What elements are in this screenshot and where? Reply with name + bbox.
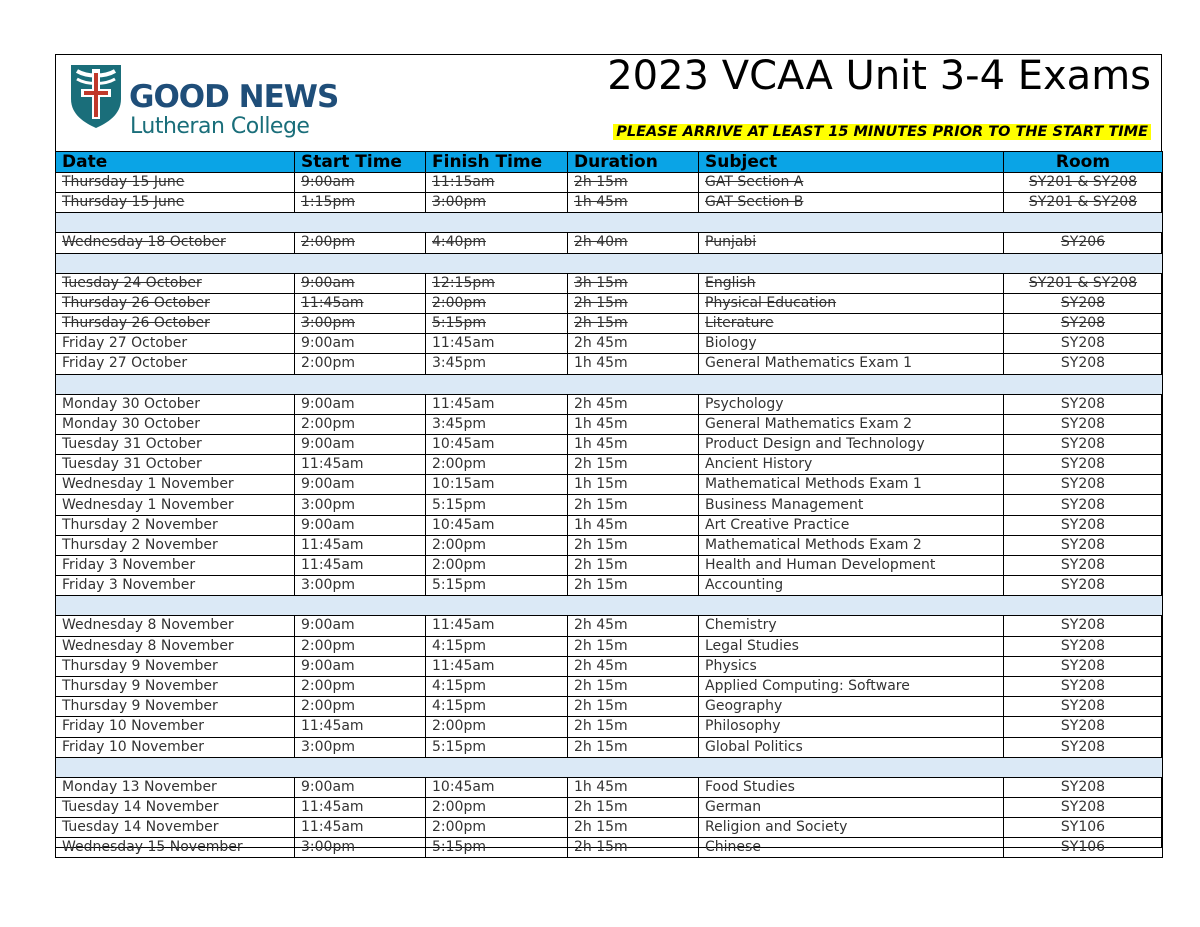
cell-start: 2:00pm — [295, 697, 426, 717]
cell-room: SY106 — [1004, 818, 1163, 838]
table-header-row — [56, 152, 1163, 173]
cell-subject: Geography — [699, 697, 1004, 717]
cell-duration: 2h 15m — [568, 556, 699, 576]
cell-finish: 5:15pm — [426, 838, 568, 858]
cell-start: 3:00pm — [295, 737, 426, 757]
cell-duration: 2h 15m — [568, 797, 699, 817]
table-row — [56, 717, 1163, 737]
arrival-notice: PLEASE ARRIVE AT LEAST 15 MINUTES PRIOR TO THE START TIME — [613, 124, 1151, 140]
cell-subject: Biology — [699, 334, 1004, 354]
cell-date: Wednesday 18 October — [56, 233, 295, 253]
cell-date: Thursday 9 November — [56, 697, 295, 717]
table-body — [56, 173, 1163, 858]
cell-finish: 4:15pm — [426, 676, 568, 696]
table-row — [56, 394, 1163, 414]
table-row — [56, 334, 1163, 354]
table-row — [56, 193, 1163, 213]
cell-subject: Literature — [699, 313, 1004, 333]
cell-date: Thursday 2 November — [56, 535, 295, 555]
section-spacer-row — [56, 596, 1163, 616]
cell-start: 11:45am — [295, 556, 426, 576]
cell-subject: Punjabi — [699, 233, 1004, 253]
table-row — [56, 697, 1163, 717]
table-row — [56, 495, 1163, 515]
cell-finish: 11:45am — [426, 656, 568, 676]
cell-room: SY208 — [1004, 475, 1163, 495]
cell-start: 9:00am — [295, 173, 426, 193]
cell-duration: 2h 15m — [568, 737, 699, 757]
cell-duration: 2h 15m — [568, 676, 699, 696]
table-row — [56, 173, 1163, 193]
cell-start: 9:00am — [295, 273, 426, 293]
spacer-cell — [56, 596, 1163, 616]
cell-room: SY208 — [1004, 495, 1163, 515]
cell-room: SY201 & SY208 — [1004, 193, 1163, 213]
cell-finish: 11:45am — [426, 334, 568, 354]
cell-start: 9:00am — [295, 334, 426, 354]
cell-start: 11:45am — [295, 797, 426, 817]
cell-room: SY208 — [1004, 737, 1163, 757]
page-title: 2023 VCAA Unit 3-4 Exams — [607, 53, 1151, 99]
cell-start: 11:45am — [295, 535, 426, 555]
logo-wordmark: GOOD NEWS — [129, 79, 339, 115]
cell-duration: 1h 45m — [568, 193, 699, 213]
cell-finish: 5:15pm — [426, 495, 568, 515]
cell-subject: German — [699, 797, 1004, 817]
cell-finish: 5:15pm — [426, 313, 568, 333]
cell-subject: Religion and Society — [699, 818, 1004, 838]
cell-duration: 2h 15m — [568, 173, 699, 193]
cell-start: 9:00am — [295, 475, 426, 495]
cell-date: Monday 30 October — [56, 394, 295, 414]
cell-room: SY208 — [1004, 676, 1163, 696]
table-row — [56, 233, 1163, 253]
cell-finish: 4:15pm — [426, 636, 568, 656]
spacer-cell — [56, 213, 1163, 233]
cell-room: SY208 — [1004, 576, 1163, 596]
cell-finish: 4:40pm — [426, 233, 568, 253]
cell-room: SY208 — [1004, 777, 1163, 797]
cell-start: 9:00am — [295, 777, 426, 797]
cell-room: SY208 — [1004, 515, 1163, 535]
cell-finish: 12:15pm — [426, 273, 568, 293]
exam-timetable-sheet — [55, 53, 1162, 856]
cell-duration: 2h 15m — [568, 495, 699, 515]
cell-date: Friday 10 November — [56, 737, 295, 757]
cell-room: SY208 — [1004, 556, 1163, 576]
cell-finish: 2:00pm — [426, 818, 568, 838]
cell-duration: 1h 45m — [568, 354, 699, 374]
cell-date: Monday 13 November — [56, 777, 295, 797]
cell-room: SY208 — [1004, 797, 1163, 817]
cell-date: Friday 3 November — [56, 576, 295, 596]
cell-duration: 1h 45m — [568, 777, 699, 797]
logo-subtitle: Lutheran College — [130, 114, 310, 139]
cell-duration: 3h 15m — [568, 273, 699, 293]
cell-finish: 10:45am — [426, 515, 568, 535]
cell-date: Friday 27 October — [56, 334, 295, 354]
cell-start: 9:00am — [295, 515, 426, 535]
cell-duration: 2h 15m — [568, 293, 699, 313]
cell-duration: 2h 45m — [568, 616, 699, 636]
cell-start: 3:00pm — [295, 313, 426, 333]
cell-subject: English — [699, 273, 1004, 293]
cell-duration: 2h 15m — [568, 313, 699, 333]
cell-start: 9:00am — [295, 434, 426, 454]
cell-subject: Art Creative Practice — [699, 515, 1004, 535]
cell-duration: 2h 15m — [568, 697, 699, 717]
cell-duration: 2h 15m — [568, 636, 699, 656]
table-row — [56, 475, 1163, 495]
cell-finish: 2:00pm — [426, 455, 568, 475]
cell-room: SY208 — [1004, 636, 1163, 656]
table-row — [56, 455, 1163, 475]
cell-subject: Food Studies — [699, 777, 1004, 797]
cell-date: Tuesday 14 November — [56, 818, 295, 838]
college-logo — [67, 63, 357, 139]
cell-date: Friday 10 November — [56, 717, 295, 737]
column-header-finish-time: Finish Time — [426, 152, 568, 173]
cell-date: Friday 3 November — [56, 556, 295, 576]
spacer-cell — [56, 253, 1163, 273]
cell-duration: 2h 15m — [568, 838, 699, 858]
cell-date: Monday 30 October — [56, 414, 295, 434]
table-row — [56, 656, 1163, 676]
cell-room: SY208 — [1004, 697, 1163, 717]
cell-room: SY208 — [1004, 354, 1163, 374]
cell-finish: 2:00pm — [426, 717, 568, 737]
table-row — [56, 414, 1163, 434]
cell-subject: Mathematical Methods Exam 1 — [699, 475, 1004, 495]
table-row — [56, 293, 1163, 313]
cell-date: Thursday 15 June — [56, 193, 295, 213]
table-row — [56, 797, 1163, 817]
table-row — [56, 818, 1163, 838]
table-row — [56, 676, 1163, 696]
cell-finish: 11:45am — [426, 616, 568, 636]
cell-finish: 4:15pm — [426, 697, 568, 717]
table-row — [56, 636, 1163, 656]
cell-date: Wednesday 8 November — [56, 636, 295, 656]
section-spacer-row — [56, 213, 1163, 233]
cell-room: SY208 — [1004, 313, 1163, 333]
cell-start: 3:00pm — [295, 495, 426, 515]
table-row — [56, 273, 1163, 293]
cell-duration: 1h 45m — [568, 515, 699, 535]
cell-subject: Ancient History — [699, 455, 1004, 475]
section-spacer-row — [56, 374, 1163, 394]
cell-finish: 3:00pm — [426, 193, 568, 213]
cell-date: Wednesday 8 November — [56, 616, 295, 636]
cell-room: SY208 — [1004, 717, 1163, 737]
cell-start: 2:00pm — [295, 676, 426, 696]
table-row — [56, 616, 1163, 636]
cell-finish: 2:00pm — [426, 535, 568, 555]
cell-subject: Product Design and Technology — [699, 434, 1004, 454]
shield-cross-icon — [67, 63, 125, 129]
cell-room: SY208 — [1004, 656, 1163, 676]
cell-duration: 2h 15m — [568, 818, 699, 838]
cell-start: 1:15pm — [295, 193, 426, 213]
column-header-date: Date — [56, 152, 295, 173]
cell-subject: GAT Section A — [699, 173, 1004, 193]
cell-date: Thursday 15 June — [56, 173, 295, 193]
table-row — [56, 556, 1163, 576]
cell-finish: 2:00pm — [426, 556, 568, 576]
cell-start: 11:45am — [295, 455, 426, 475]
cell-duration: 2h 45m — [568, 334, 699, 354]
cell-room: SY208 — [1004, 414, 1163, 434]
cell-subject: General Mathematics Exam 1 — [699, 354, 1004, 374]
cell-room: SY208 — [1004, 434, 1163, 454]
cell-finish: 3:45pm — [426, 414, 568, 434]
table-row — [56, 777, 1163, 797]
cell-start: 11:45am — [295, 717, 426, 737]
cell-subject: Chinese — [699, 838, 1004, 858]
column-header-start-time: Start Time — [295, 152, 426, 173]
cell-finish: 10:15am — [426, 475, 568, 495]
cell-date: Tuesday 31 October — [56, 434, 295, 454]
table-row — [56, 515, 1163, 535]
cell-finish: 11:45am — [426, 394, 568, 414]
cell-subject: Legal Studies — [699, 636, 1004, 656]
cell-start: 2:00pm — [295, 233, 426, 253]
cell-duration: 2h 15m — [568, 576, 699, 596]
cell-start: 9:00am — [295, 394, 426, 414]
cell-finish: 10:45am — [426, 434, 568, 454]
cell-duration: 1h 15m — [568, 475, 699, 495]
cell-start: 2:00pm — [295, 414, 426, 434]
cell-date: Wednesday 15 November — [56, 838, 295, 858]
cell-date: Thursday 9 November — [56, 676, 295, 696]
cell-start: 3:00pm — [295, 838, 426, 858]
cell-date: Thursday 2 November — [56, 515, 295, 535]
cell-subject: Chemistry — [699, 616, 1004, 636]
cell-finish: 3:45pm — [426, 354, 568, 374]
table-row — [56, 354, 1163, 374]
cell-duration: 2h 15m — [568, 455, 699, 475]
cell-duration: 2h 45m — [568, 394, 699, 414]
cell-date: Tuesday 14 November — [56, 797, 295, 817]
spacer-cell — [56, 374, 1163, 394]
cell-start: 9:00am — [295, 616, 426, 636]
column-header-duration: Duration — [568, 152, 699, 173]
cell-date: Tuesday 24 October — [56, 273, 295, 293]
cell-room: SY201 & SY208 — [1004, 173, 1163, 193]
cell-finish: 2:00pm — [426, 797, 568, 817]
cell-room: SY208 — [1004, 535, 1163, 555]
cell-start: 2:00pm — [295, 636, 426, 656]
cell-room: SY208 — [1004, 616, 1163, 636]
document-header — [56, 55, 1161, 151]
cell-subject: Psychology — [699, 394, 1004, 414]
cell-subject: Business Management — [699, 495, 1004, 515]
table-row — [56, 838, 1163, 858]
cell-date: Thursday 26 October — [56, 293, 295, 313]
spacer-cell — [56, 757, 1163, 777]
cell-room: SY206 — [1004, 233, 1163, 253]
cell-date: Wednesday 1 November — [56, 495, 295, 515]
section-spacer-row — [56, 253, 1163, 273]
cell-subject: Global Politics — [699, 737, 1004, 757]
cell-date: Thursday 9 November — [56, 656, 295, 676]
cell-subject: Applied Computing: Software — [699, 676, 1004, 696]
cell-date: Thursday 26 October — [56, 313, 295, 333]
cell-duration: 2h 45m — [568, 656, 699, 676]
cell-start: 9:00am — [295, 656, 426, 676]
column-header-subject: Subject — [699, 152, 1004, 173]
cell-date: Friday 27 October — [56, 354, 295, 374]
cell-subject: Philosophy — [699, 717, 1004, 737]
cell-finish: 5:15pm — [426, 737, 568, 757]
table-row — [56, 737, 1163, 757]
cell-subject: Mathematical Methods Exam 2 — [699, 535, 1004, 555]
cell-room: SY208 — [1004, 334, 1163, 354]
cell-room: SY208 — [1004, 394, 1163, 414]
exam-schedule-table — [55, 151, 1163, 858]
cell-subject: Physics — [699, 656, 1004, 676]
cell-start: 11:45am — [295, 818, 426, 838]
section-spacer-row — [56, 757, 1163, 777]
cell-date: Tuesday 31 October — [56, 455, 295, 475]
cell-room: SY208 — [1004, 455, 1163, 475]
cell-finish: 11:15am — [426, 173, 568, 193]
cell-finish: 5:15pm — [426, 576, 568, 596]
cell-finish: 2:00pm — [426, 293, 568, 313]
cell-duration: 2h 15m — [568, 535, 699, 555]
cell-start: 2:00pm — [295, 354, 426, 374]
table-row — [56, 313, 1163, 333]
cell-start: 11:45am — [295, 293, 426, 313]
cell-start: 3:00pm — [295, 576, 426, 596]
cell-room: SY208 — [1004, 293, 1163, 313]
cell-subject: GAT Section B — [699, 193, 1004, 213]
cell-duration: 1h 45m — [568, 414, 699, 434]
cell-date: Wednesday 1 November — [56, 475, 295, 495]
table-row — [56, 434, 1163, 454]
cell-finish: 10:45am — [426, 777, 568, 797]
cell-duration: 2h 40m — [568, 233, 699, 253]
cell-subject: Health and Human Development — [699, 556, 1004, 576]
cell-room: SY106 — [1004, 838, 1163, 858]
table-row — [56, 535, 1163, 555]
cell-subject: Physical Education — [699, 293, 1004, 313]
cell-subject: General Mathematics Exam 2 — [699, 414, 1004, 434]
cell-duration: 1h 45m — [568, 434, 699, 454]
column-header-room: Room — [1004, 152, 1163, 173]
cell-duration: 2h 15m — [568, 717, 699, 737]
cell-room: SY201 & SY208 — [1004, 273, 1163, 293]
cell-subject: Accounting — [699, 576, 1004, 596]
table-row — [56, 576, 1163, 596]
